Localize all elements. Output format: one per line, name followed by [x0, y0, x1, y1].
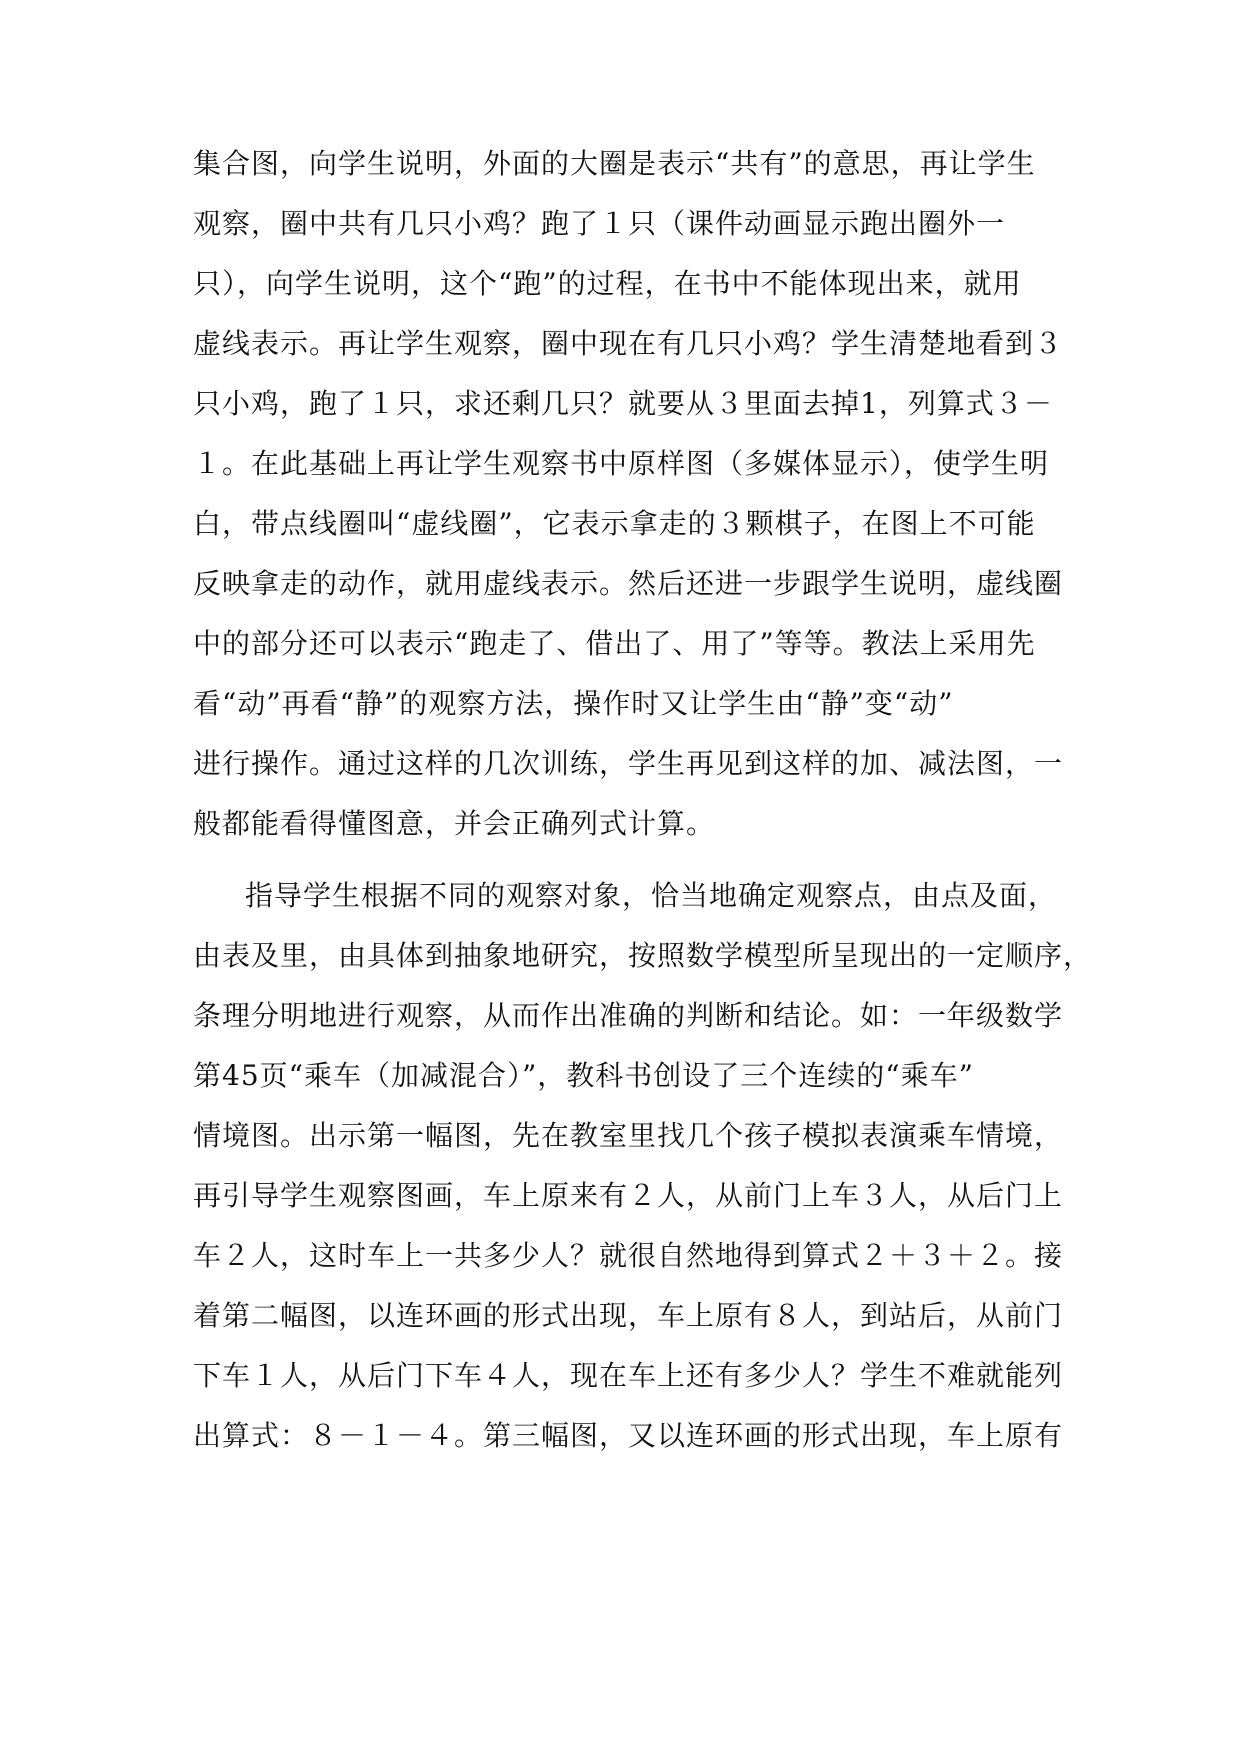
text-line: 指导学生根据不同的观察对象，恰当地确定观察点，由点及面， [245, 879, 1058, 912]
text-line: 出算式：８－１－４。第三幅图，又以连环画的形式出现，车上原有 [193, 1419, 1064, 1452]
text-line: １。在此基础上再让学生观察书中原样图（多媒体显示），使学生明 [193, 447, 1050, 480]
text-line: 再引导学生观察图画，车上原来有２人，从前门上车３人，从后门上 [193, 1179, 1064, 1212]
text-line: 着第二幅图，以连环画的形式出现，车上原有８人，到站后，从前门 [193, 1299, 1064, 1332]
text-line: 只小鸡，跑了１只，求还剩几只？就要从３里面去掉1，列算式３－ [193, 387, 1053, 420]
text-line: 第45页“乘车（加减混合）”，教科书创设了三个连续的“乘车” [193, 1059, 974, 1092]
text-line: 只），向学生说明，这个“跑”的过程，在书中不能体现出来，就用 [193, 267, 1022, 300]
text-line: 情境图。出示第一幅图，先在教室里找几个孩子模拟表演乘车情境， [193, 1119, 1064, 1152]
text-line: 观察，圈中共有几只小鸡？跑了１只（课件动画显示跑出圈外一 [193, 207, 1006, 240]
text-line: 条理分明地进行观察，从而作出准确的判断和结论。如：一年级数学 [193, 999, 1064, 1032]
text-line: 下车１人，从后门下车４人，现在车上还有多少人？学生不难就能列 [193, 1359, 1064, 1392]
text-line: 中的部分还可以表示“跑走了、借出了、用了”等等。教法上采用先 [193, 627, 1036, 660]
text-line: 虚线表示。再让学生观察，圈中现在有几只小鸡？学生清楚地看到３ [193, 327, 1064, 360]
text-line: 白，带点线圈叫“虚线圈”，它表示拿走的３颗棋子，在图上不可能 [193, 507, 1036, 540]
text-line: 由表及里，由具体到抽象地研究，按照数学模型所呈现出的一定顺序， [193, 939, 1093, 972]
text-line: 车２人，这时车上一共多少人？就很自然地得到算式２＋３＋２。接 [193, 1239, 1064, 1272]
text-line: 反映拿走的动作，就用虚线表示。然后还进一步跟学生说明，虚线圈 [193, 567, 1064, 600]
text-line: 看“动”再看“静”的观察方法，操作时又让学生由“静”变“动” [193, 687, 954, 720]
text-line: 般都能看得懂图意，并会正确列式计算。 [193, 807, 716, 840]
text-line: 集合图，向学生说明，外面的大圈是表示“共有”的意思，再让学生 [193, 147, 1036, 180]
text-line: 进行操作。通过这样的几次训练，学生再见到这样的加、减法图，一 [193, 747, 1064, 780]
